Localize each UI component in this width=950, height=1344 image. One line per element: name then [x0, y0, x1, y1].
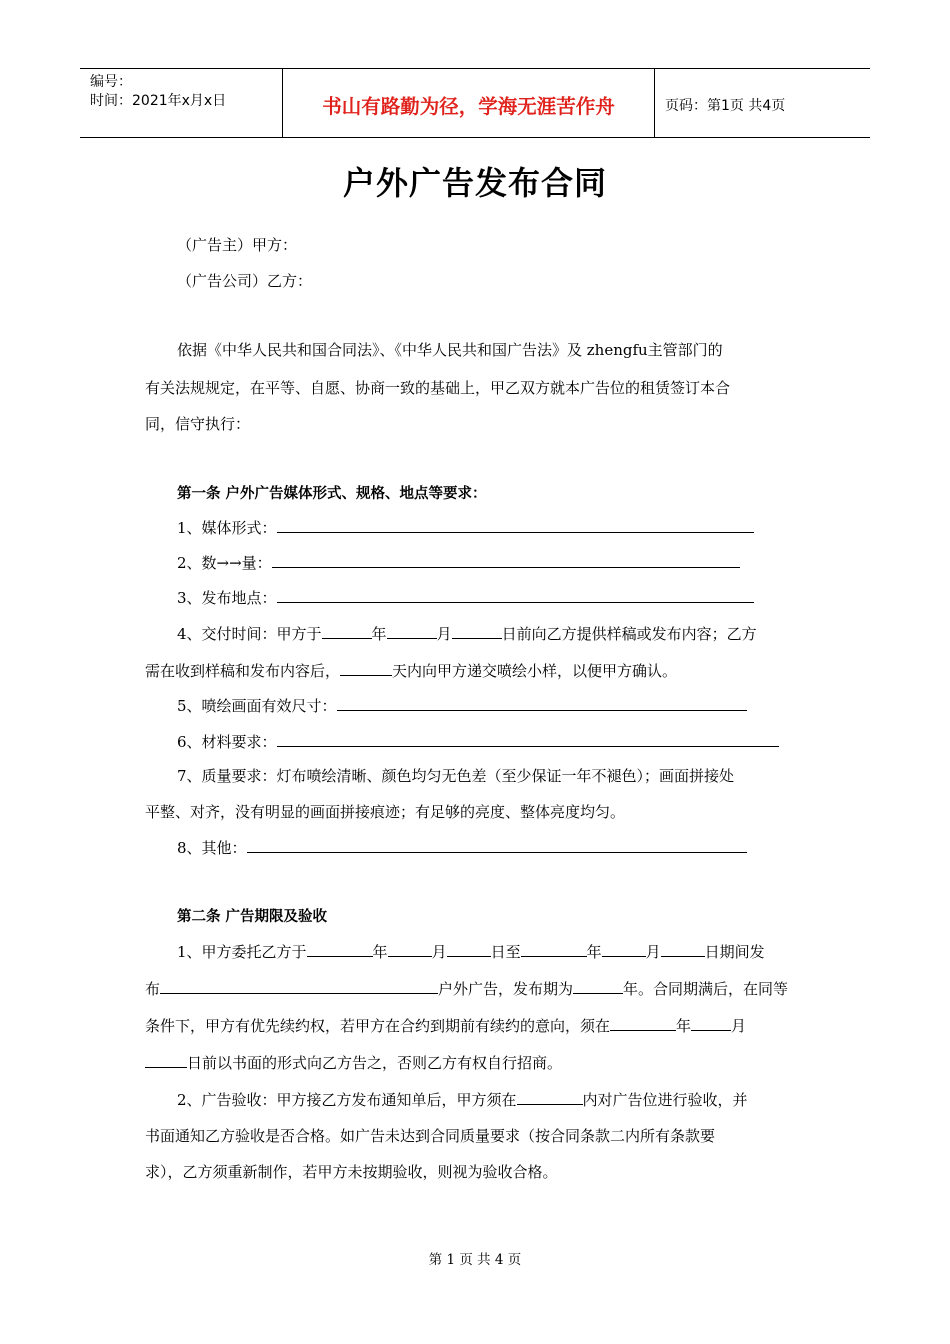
- text: 日前向乙方提供样稿或发布内容；乙方: [501, 625, 757, 643]
- article1-heading: 第一条 户外广告媒体形式、规格、地点等要求：: [177, 486, 487, 502]
- blank-field: [322, 623, 372, 639]
- blank-field: [517, 1089, 583, 1105]
- article2-p2-line3: 求），乙方须重新制作，若甲方未按期验收，则视为验收合格。: [145, 1163, 558, 1181]
- text: 内对广告位进行验收，并: [582, 1091, 748, 1109]
- header-motto-cell: [283, 69, 655, 137]
- article1-item5: [145, 695, 847, 716]
- item5-label: 5、喷绘画面有效尺寸：: [177, 697, 337, 715]
- article2-p2-line1: [145, 1089, 847, 1110]
- text: 天内向甲方递交喷绘小样，以便甲方确认。: [392, 662, 678, 680]
- blank-field: [272, 552, 740, 568]
- blank-field: [452, 623, 502, 639]
- text: 2、广告验收：甲方接乙方发布通知单后，甲方须在: [177, 1091, 517, 1109]
- time-label: 时间：2021年x月x日: [90, 93, 227, 109]
- article2-heading: 第二条 广告期限及验收: [177, 909, 328, 925]
- text: 月: [645, 943, 661, 961]
- preamble-line-2: 有关法规规定，在平等、自愿、协商一致的基础上，甲乙双方就本广告位的租赁签订本合: [145, 379, 731, 397]
- party-b: （广告公司）乙方：: [177, 272, 313, 290]
- article1-item4: [145, 623, 847, 644]
- preamble-line-3: 同，信守执行：: [145, 415, 251, 433]
- header-meta: [80, 69, 283, 137]
- header-table: [80, 68, 870, 138]
- blank-field: [387, 623, 437, 639]
- blank-field: [307, 941, 373, 957]
- preamble-line-1: 依据《中华人民共和国合同法》、《中华人民共和国广告法》及 zhengfu主管部门的: [177, 341, 723, 359]
- article1-item7: 7、质量要求：灯布喷绘清晰、颜色均匀无色差（至少保证一年不褪色）；画面拼接处: [177, 767, 735, 785]
- blank-field: [340, 660, 392, 676]
- text: 年: [371, 625, 387, 643]
- text: 月: [436, 625, 452, 643]
- page-info: 页码：第1页 共4页: [665, 98, 786, 114]
- blank-field: [610, 1015, 676, 1031]
- article1-item7-cont: 平整、对齐，没有明显的画面拼接痕迹；有足够的亮度、整体亮度均匀。: [145, 803, 626, 821]
- article1-item2: [145, 552, 847, 573]
- blank-field: [337, 695, 747, 711]
- text: 月: [431, 943, 447, 961]
- item1-label: 1、媒体形式：: [177, 519, 277, 537]
- text: 年: [586, 943, 602, 961]
- article2-p1-line4: [145, 1052, 815, 1073]
- article1-item4-cont: [145, 660, 815, 681]
- blank-field: [277, 731, 779, 747]
- article1-item8: [145, 837, 847, 858]
- blank-field: [277, 587, 754, 603]
- blank-field: [661, 941, 705, 957]
- blank-field: [277, 517, 754, 533]
- text: 户外广告，发布期为: [438, 980, 574, 998]
- article2-p1-line3: [145, 1015, 815, 1036]
- blank-field: [573, 978, 623, 994]
- item2-label: 2、数→→量：: [177, 554, 272, 572]
- party-a: （广告主）甲方：: [177, 236, 298, 254]
- article1-item3: [145, 587, 847, 608]
- blank-field: [447, 941, 491, 957]
- text: 1、甲方委托乙方于: [177, 943, 307, 961]
- text: 条件下，甲方有优先续约权，若甲方在合约到期前有续约的意向，须在: [145, 1017, 611, 1035]
- item6-label: 6、材料要求：: [177, 733, 277, 751]
- text: 年: [676, 1017, 692, 1035]
- text: 布: [145, 980, 161, 998]
- text: 年: [372, 943, 388, 961]
- blank-field: [602, 941, 646, 957]
- text: 日前以书面的形式向乙方告之，否则乙方有权自行招商。: [187, 1054, 563, 1072]
- article1-item6: [145, 731, 847, 752]
- blank-field: [160, 978, 438, 994]
- document-title: 户外广告发布合同: [342, 164, 607, 202]
- text: 日至: [490, 943, 521, 961]
- number-label: 编号：: [90, 74, 132, 90]
- page-footer: 第 1 页 共 4 页: [428, 1252, 522, 1268]
- article1-item1: [145, 517, 847, 538]
- motto: 书山有路勤为径，学海无涯苦作舟: [322, 95, 615, 118]
- item3-label: 3、发布地点：: [177, 589, 277, 607]
- text: 需在收到样稿和发布内容后，: [145, 662, 341, 680]
- blank-field: [388, 941, 432, 957]
- text: 4、交付时间：甲方于: [177, 625, 322, 643]
- item8-label: 8、其他：: [177, 839, 247, 857]
- blank-field: [145, 1052, 187, 1068]
- article2-p1-line2: [145, 978, 815, 999]
- header-page-cell: [655, 69, 870, 137]
- article2-p1-line1: [145, 941, 847, 962]
- text: 月: [731, 1017, 747, 1035]
- blank-field: [521, 941, 587, 957]
- article2-p2-line2: 书面通知乙方验收是否合格。如广告未达到合同质量要求（按合同条款二内所有条款要: [145, 1127, 716, 1145]
- blank-field: [691, 1015, 731, 1031]
- blank-field: [247, 837, 747, 853]
- text: 日期间发: [704, 943, 765, 961]
- text: 年。合同期满后，在同等: [623, 980, 789, 998]
